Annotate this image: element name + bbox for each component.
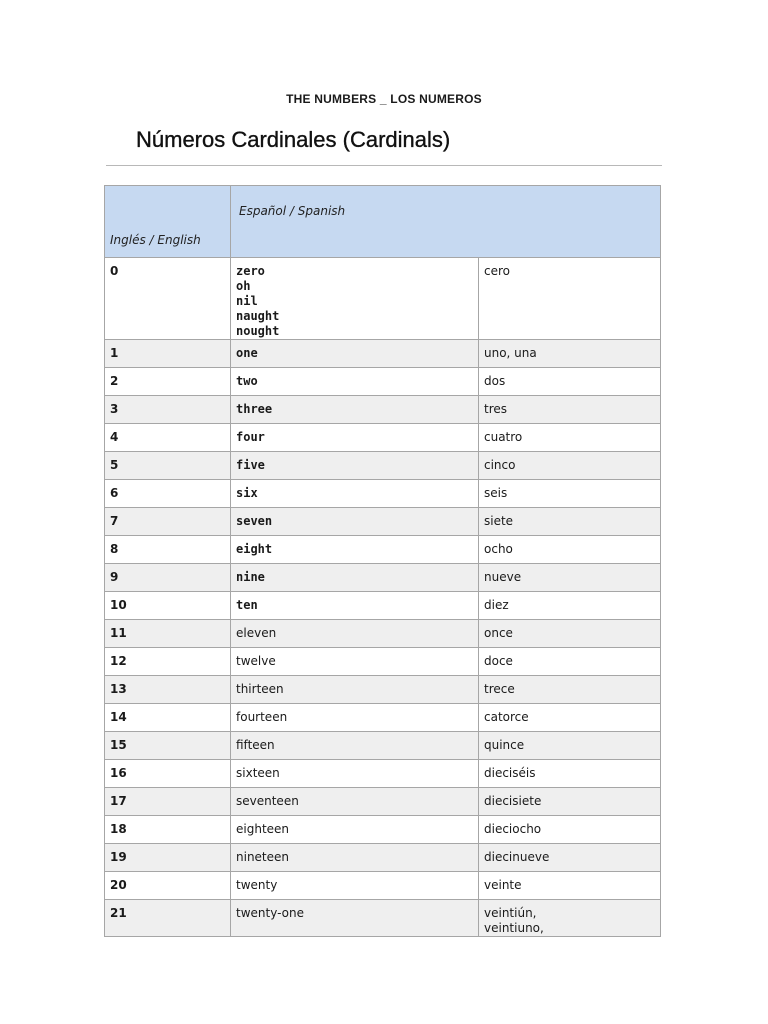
table-row: [105, 788, 661, 816]
number-cell: 0: [105, 258, 231, 340]
english-cell: thirteen: [231, 676, 479, 704]
english-cell: eight: [231, 536, 479, 564]
english-cell: [231, 258, 479, 340]
number-cell: 7: [105, 508, 231, 536]
table-row: [105, 900, 661, 937]
english-cell: ten: [231, 592, 479, 620]
table-body: [105, 258, 661, 937]
number-cell: 14: [105, 704, 231, 732]
table-row: [105, 536, 661, 564]
english-cell: six: [231, 480, 479, 508]
english-cell: one: [231, 340, 479, 368]
number-cell: 20: [105, 872, 231, 900]
english-cell: seventeen: [231, 788, 479, 816]
table-row: [105, 592, 661, 620]
english-cell: three: [231, 396, 479, 424]
spanish-cell: diecisiete: [479, 788, 661, 816]
english-cell: four: [231, 424, 479, 452]
number-cell: 18: [105, 816, 231, 844]
spanish-cell: catorce: [479, 704, 661, 732]
header-english: Inglés / English: [105, 186, 231, 258]
title-divider: [106, 165, 662, 166]
number-cell: 6: [105, 480, 231, 508]
header-spanish: Español / Spanish: [231, 186, 661, 258]
table-row: [105, 648, 661, 676]
spanish-cell: tres: [479, 396, 661, 424]
english-word: naught: [236, 309, 280, 323]
spanish-cell: dieciséis: [479, 760, 661, 788]
spanish-cell: doce: [479, 648, 661, 676]
spanish-cell: diecinueve: [479, 844, 661, 872]
spanish-cell: veinte: [479, 872, 661, 900]
number-cell: 9: [105, 564, 231, 592]
spanish-cell: quince: [479, 732, 661, 760]
english-cell: two: [231, 368, 479, 396]
english-cell: eighteen: [231, 816, 479, 844]
table-row: [105, 620, 661, 648]
document-heading: THE NUMBERS _ LOS NUMEROS: [286, 92, 482, 106]
number-cell: 17: [105, 788, 231, 816]
table-row: [105, 424, 661, 452]
spanish-cell: dos: [479, 368, 661, 396]
number-cell: 16: [105, 760, 231, 788]
english-cell: eleven: [231, 620, 479, 648]
table-row: [105, 368, 661, 396]
english-word: oh: [236, 279, 251, 293]
table-row: [105, 480, 661, 508]
table-row: [105, 732, 661, 760]
section-title: Números Cardinales (Cardinals): [136, 127, 451, 152]
number-cell: 12: [105, 648, 231, 676]
spanish-word: veintiún,: [484, 906, 537, 920]
spanish-cell: once: [479, 620, 661, 648]
english-cell: twelve: [231, 648, 479, 676]
english-cell: fourteen: [231, 704, 479, 732]
spanish-word: veintiuno,: [484, 921, 544, 935]
number-cell: 1: [105, 340, 231, 368]
spanish-cell: dieciocho: [479, 816, 661, 844]
english-word: nought: [236, 324, 280, 338]
english-cell: sixteen: [231, 760, 479, 788]
spanish-cell: [479, 900, 661, 937]
spanish-cell: uno, una: [479, 340, 661, 368]
number-cell: 19: [105, 844, 231, 872]
number-cell: 11: [105, 620, 231, 648]
english-cell: twenty-one: [231, 900, 479, 937]
english-cell: seven: [231, 508, 479, 536]
english-cell: twenty: [231, 872, 479, 900]
spanish-cell: diez: [479, 592, 661, 620]
english-word: zero: [236, 264, 265, 278]
number-cell: 3: [105, 396, 231, 424]
table-row: [105, 340, 661, 368]
table-row: [105, 452, 661, 480]
spanish-cell: cero: [479, 258, 661, 340]
table-row: [105, 844, 661, 872]
spanish-cell: siete: [479, 508, 661, 536]
table-row: [105, 396, 661, 424]
table-row: [105, 816, 661, 844]
english-cell: nineteen: [231, 844, 479, 872]
english-cell: fifteen: [231, 732, 479, 760]
number-cell: 5: [105, 452, 231, 480]
number-cell: 4: [105, 424, 231, 452]
spanish-cell: nueve: [479, 564, 661, 592]
table-row: [105, 564, 661, 592]
table-header-row: [105, 186, 661, 258]
table-row: [105, 676, 661, 704]
english-word: nil: [236, 294, 258, 308]
number-cell: 8: [105, 536, 231, 564]
number-cell: 2: [105, 368, 231, 396]
numbers-table: [104, 185, 661, 937]
table-row: [105, 872, 661, 900]
table-row: [105, 704, 661, 732]
number-cell: 13: [105, 676, 231, 704]
table-row: [105, 760, 661, 788]
number-cell: 21: [105, 900, 231, 937]
spanish-cell: seis: [479, 480, 661, 508]
spanish-cell: cinco: [479, 452, 661, 480]
english-cell: five: [231, 452, 479, 480]
table-row: [105, 508, 661, 536]
number-cell: 10: [105, 592, 231, 620]
spanish-cell: cuatro: [479, 424, 661, 452]
number-cell: 15: [105, 732, 231, 760]
spanish-cell: trece: [479, 676, 661, 704]
english-cell: nine: [231, 564, 479, 592]
spanish-cell: ocho: [479, 536, 661, 564]
table-row: [105, 258, 661, 340]
